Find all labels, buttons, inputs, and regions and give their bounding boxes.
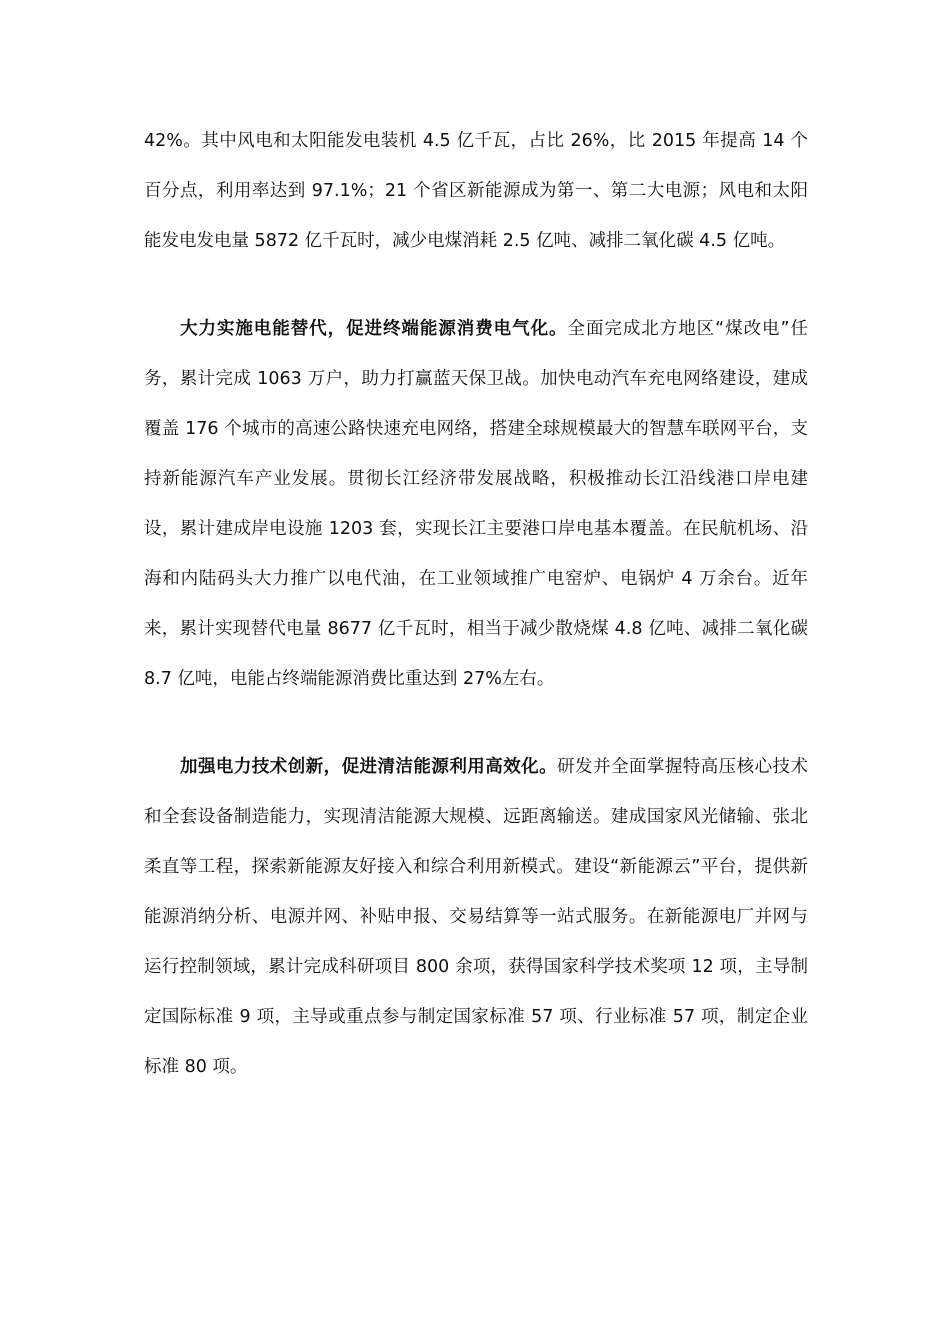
paragraph-tech-innovation bbox=[144, 742, 808, 1092]
paragraph-electrification bbox=[144, 304, 808, 704]
paragraph-renewable-capacity bbox=[144, 116, 808, 266]
paragraph-text: 42%。其中风电和太阳能发电装机 4.5 亿千瓦，占比 26%，比 2015 年提高 14 个百分点，利用率达到 97.1%；21 个省区新能源成为第一、第二大电源；风电和太阳能发电发电量 5872 亿千瓦时，减少电煤消耗 2.5 亿吨、减排二氧化碳 4.5 亿吨。 bbox=[144, 131, 808, 251]
paragraph-text: 全面完成北方地区“煤改电”任务，累计完成 1063 万户，助力打赢蓝天保卫战。加快电动汽车充电网络建设，建成覆盖 176 个城市的高速公路快速充电网络，搭建全球规模最大的智慧车联网平台，支持新能源汽车产业发展。贯彻长江经济带发展战略，积极推动长江沿线港口岸电建设，累计建成岸电设施 1203 套，实现长江主要港口岸电基本覆盖。在民航机场、沿海和内陆码头大力推广以电代油，在工业领域推广电窑炉、电锅炉 4 万余台。近年来，累计实现替代电量 8677 亿千瓦时，相当于减少散烧煤 4.8 亿吨、减排二氧化碳 8.7 亿吨，电能占终端能源消费比重达到 27%左右。 bbox=[144, 319, 809, 689]
paragraph-lead-heading: 大力实施电能替代，促进终端能源消费电气化。 bbox=[180, 319, 568, 339]
paragraph-spacer bbox=[144, 704, 808, 742]
document-body bbox=[144, 116, 808, 1092]
paragraph-text: 研发并全面掌握特高压核心技术和全套设备制造能力，实现清洁能源大规模、远距离输送。建成国家风光储输、张北柔直等工程，探索新能源友好接入和综合利用新模式。建设“新能源云”平台，提供新能源消纳分析、电源并网、补贴申报、交易结算等一站式服务。在新能源电厂并网与运行控制领域，累计完成科研项目 800 余项，获得国家科学技术奖项 12 项，主导制定国际标准 9 项，主导或重点参与制定国家标准 57 项、行业标准 57 项，制定企业标准 80 项。 bbox=[144, 757, 809, 1077]
paragraph-spacer bbox=[144, 266, 808, 304]
paragraph-lead-heading: 加强电力技术创新，促进清洁能源利用高效化。 bbox=[180, 757, 558, 777]
